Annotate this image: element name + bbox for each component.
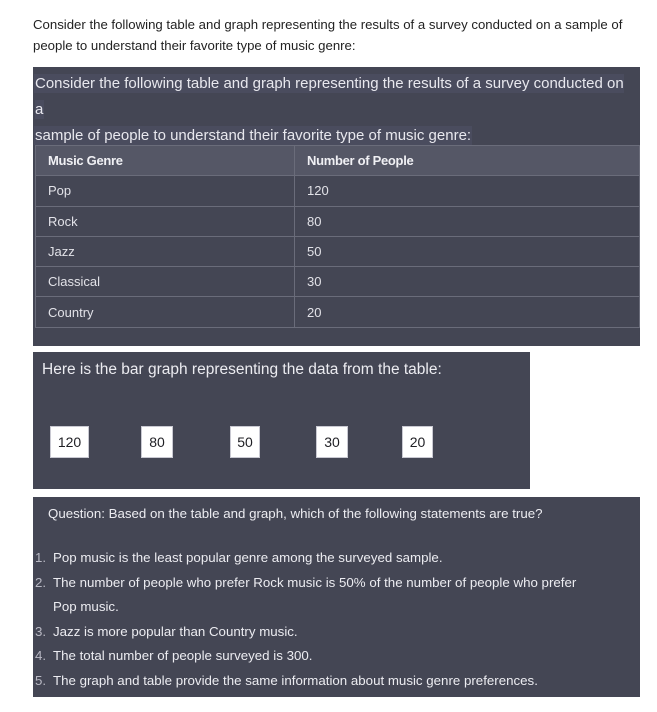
question-text: Question: Based on the table and graph, which of the following statements are true? — [48, 506, 543, 521]
heading-line-2: sample of people to understand their favorite type of music genre: — [35, 127, 472, 144]
block-heading — [35, 71, 635, 149]
item-text: Pop music is the least popular genre among the surveyed sample. — [53, 550, 443, 565]
intro-text: Consider the following table and graph representing the results of a survey conducted on a sample of people to understand their favorite type of music genre: — [33, 17, 623, 53]
item-number: 4. — [35, 648, 47, 663]
item-text: The graph and table provide the same information about music genre preferences. — [53, 672, 538, 688]
item-text: The total number of people surveyed is 300. — [53, 648, 313, 663]
item-number: 3. — [35, 623, 47, 639]
genre-table — [35, 145, 640, 328]
genre-cell: Country — [36, 297, 295, 327]
list-item — [33, 669, 633, 694]
bar-pop: 120 — [50, 426, 89, 458]
item-text: Jazz is more popular than Country music. — [53, 623, 298, 639]
list-item — [33, 571, 633, 620]
count-cell: 20 — [295, 297, 640, 327]
list-item — [33, 546, 633, 571]
genre-cell: Rock — [36, 206, 295, 236]
item-text-continued: Pop music. — [53, 599, 119, 614]
count-cell: 80 — [295, 206, 640, 236]
bar-classical: 30 — [316, 426, 348, 458]
count-cell: 120 — [295, 176, 640, 206]
header-music-genre: Music Genre — [36, 146, 295, 176]
header-number-of-people: Number of People — [295, 146, 640, 176]
item-number: 2. — [35, 574, 47, 590]
table-row — [36, 297, 640, 327]
survey-table-block — [33, 67, 640, 346]
bar-country: 20 — [402, 426, 433, 458]
list-item — [33, 620, 633, 645]
bar-jazz: 50 — [230, 426, 260, 458]
statement-list — [33, 546, 633, 693]
table-header-row — [36, 146, 640, 176]
bar-rock: 80 — [141, 426, 173, 458]
graph-caption: Here is the bar graph representing the data from the table: — [42, 361, 442, 378]
list-item — [33, 644, 633, 669]
count-cell: 30 — [295, 267, 640, 297]
table-row — [36, 206, 640, 236]
table-row — [36, 236, 640, 266]
count-cell: 50 — [295, 236, 640, 266]
item-number: 5. — [35, 672, 47, 688]
table-row — [36, 267, 640, 297]
table-row — [36, 176, 640, 206]
item-number: 1. — [35, 550, 47, 565]
genre-cell: Classical — [36, 267, 295, 297]
question-block — [33, 497, 640, 697]
item-text: The number of people who prefer Rock music is 50% of the number of people who prefer — [53, 574, 577, 590]
genre-cell: Jazz — [36, 236, 295, 266]
genre-cell: Pop — [36, 176, 295, 206]
bar-graph-block — [33, 352, 530, 489]
heading-line-1: Consider the following table and graph representing the results of a survey conducted on a — [35, 75, 624, 118]
